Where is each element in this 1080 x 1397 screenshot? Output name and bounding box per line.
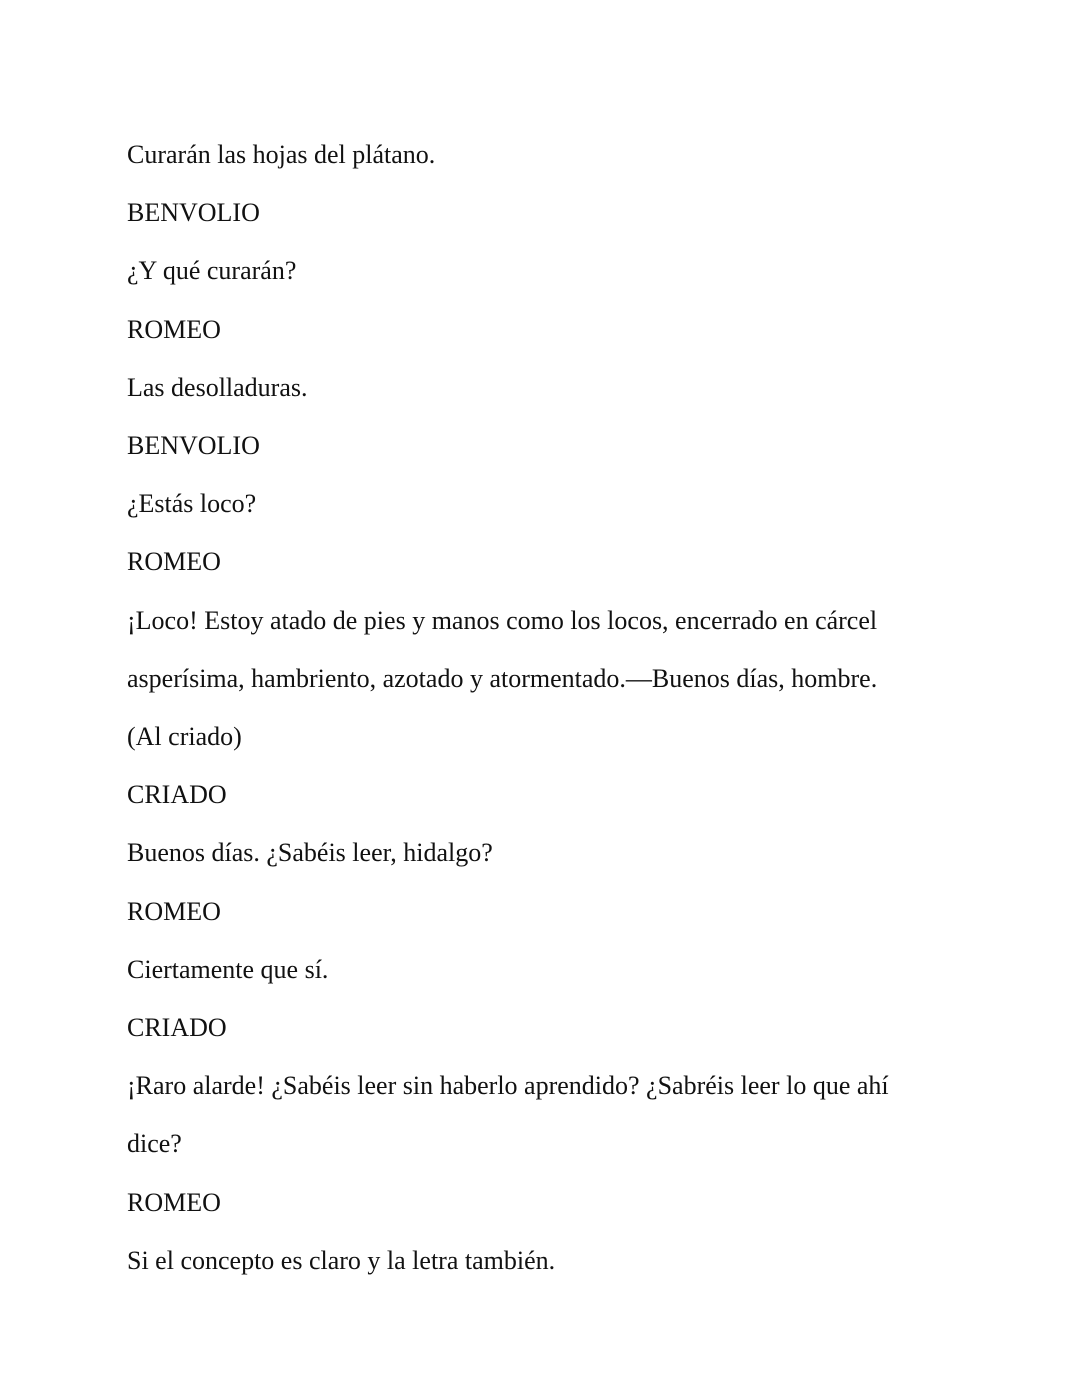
dialogue-line: asperísima, hambriento, azotado y atormentado.—Buenos días, hombre. [127,663,878,693]
speaker-name: BENVOLIO [127,198,260,228]
dialogue-line: Las desolladuras. [127,372,308,402]
dialogue-line: ¿Y qué curarán? [127,256,297,286]
speaker-name: ROMEO [127,1187,221,1217]
dialogue-line: dice? [127,1129,182,1159]
dialogue-line: Ciertamente que sí. [127,954,329,984]
dialogue-line: ¡Loco! Estoy atado de pies y manos como los locos, encerrado en cárcel [127,605,878,635]
speaker-name: BENVOLIO [127,431,260,461]
dialogue-line: ¿Estás loco? [127,489,257,519]
speaker-name: ROMEO [127,314,221,344]
stage-direction: (Al criado) [127,722,242,752]
speaker-name: CRIADO [127,780,227,810]
speaker-name: ROMEO [127,547,221,577]
dialogue-line: ¡Raro alarde! ¿Sabéis leer sin haberlo aprendido? ¿Sabréis leer lo que ahí [127,1071,889,1101]
dialogue-line: Si el concepto es claro y la letra también. [127,1245,556,1275]
document-page [127,126,947,1290]
speaker-name: ROMEO [127,896,221,926]
speaker-name: CRIADO [127,1013,227,1043]
dialogue-line: Curarán las hojas del plátano. [127,140,436,169]
dialogue-line: Buenos días. ¿Sabéis leer, hidalgo? [127,838,493,868]
